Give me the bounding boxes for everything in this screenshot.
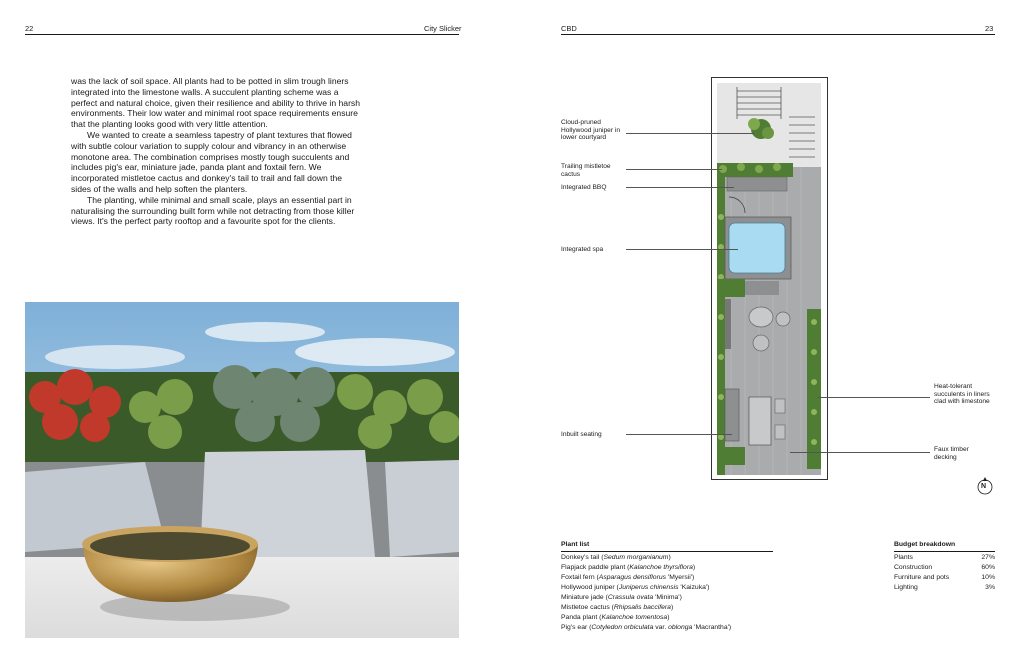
site-plan xyxy=(711,77,829,481)
plant-common-name: ) xyxy=(668,554,671,561)
budget-rule xyxy=(894,551,995,552)
budget-breakdown xyxy=(894,540,995,593)
leader-line xyxy=(818,397,930,398)
plant-common-name: ) xyxy=(692,564,696,571)
plant-common-name: Hollywood juniper ( xyxy=(561,584,619,591)
plant-list-item xyxy=(561,613,773,623)
plant-common-name: Mistletoe cactus ( xyxy=(561,604,614,611)
budget-row xyxy=(894,553,995,563)
plant-list-rule xyxy=(561,551,773,552)
paragraph: was the lack of soil space. All plants had to be potted in slim trough liners integrated into the limestone walls. A succulent planting scheme was a perfect and natural choice, given their resilience and ability to thrive in harsh environments. Their low water and minimal root space requirements ensure that the planting looks good with very little attention. xyxy=(71,76,361,130)
plant-latin-name: Sedum morganianum xyxy=(603,554,669,561)
plant-list-item xyxy=(561,563,773,573)
right-section-title: CBD xyxy=(561,24,577,33)
plant-list-item xyxy=(561,593,773,603)
plant-common-name: Pig's ear ( xyxy=(561,624,592,631)
plant-common-name: 'Macrantha') xyxy=(692,624,732,631)
budget-heading: Budget breakdown xyxy=(894,541,956,548)
label-decking: Faux timber decking xyxy=(934,446,969,461)
plant-common-name: Miniature jade ( xyxy=(561,594,608,601)
label-seating: Inbuilt seating xyxy=(561,431,602,438)
budget-row xyxy=(894,563,995,573)
budget-label: Construction xyxy=(894,564,933,571)
plant-common-name: 'Kaizuka') xyxy=(678,584,710,591)
plant-latin-name: Rhipsalis baccifera xyxy=(613,604,671,611)
right-header-rule xyxy=(561,34,995,35)
rooftop-photo xyxy=(25,302,459,638)
budget-label: Lighting xyxy=(894,584,918,591)
label-juniper: Cloud-pruned Hollywood juniper in lower courtyard xyxy=(561,119,621,142)
left-planter xyxy=(717,177,725,475)
plant-list-item xyxy=(561,553,773,563)
plant-list-item xyxy=(561,603,773,613)
spa xyxy=(729,223,785,273)
plant-list-item xyxy=(561,623,773,633)
left-header-rule xyxy=(25,34,459,35)
budget-row xyxy=(894,583,995,593)
budget-value: 10% xyxy=(981,574,995,581)
right-page-number: 23 xyxy=(985,24,994,33)
plant-common-name: 'Minima') xyxy=(653,594,682,601)
plant-common-name: 'Myersii') xyxy=(666,574,695,581)
plant-latin-name: Kalanchoe thyrsiflora xyxy=(629,564,693,571)
plant-common-name: Flapjack paddle plant ( xyxy=(561,564,630,571)
leader-line xyxy=(626,249,738,250)
budget-label: Plants xyxy=(894,554,913,561)
mistletoe-planter xyxy=(717,163,793,177)
plant-latin-name: Juniperus chinensis xyxy=(618,584,679,591)
plant-common-name: ) xyxy=(667,614,670,621)
plant-common-name: Donkey's tail ( xyxy=(561,554,604,561)
leader-line xyxy=(626,169,722,170)
plant-latin-name: Asparagus densiflorus xyxy=(598,574,667,581)
leader-line xyxy=(626,133,754,134)
plant-common-name: Panda plant ( xyxy=(561,614,602,621)
budget-value: 27% xyxy=(981,554,995,561)
paragraph: The planting, while minimal and small scale, plays an essential part in naturalising the surrounding built form while not detracting from those killer views. It's the perfect party rooftop and a favourite spot for the clients. xyxy=(71,194,355,227)
plant-latin-name: Cotyledon orbiculata xyxy=(591,624,654,631)
plant-common-name: var. xyxy=(653,624,669,631)
left-running-title: City Slicker xyxy=(424,24,462,33)
bbq xyxy=(727,177,787,191)
budget-value: 60% xyxy=(981,564,995,571)
plant-list-item xyxy=(561,573,773,583)
label-mistletoe: Trailing mistletoe cactus xyxy=(561,163,611,178)
plant-list-item xyxy=(561,583,773,593)
paragraph: We wanted to create a seamless tapestry of plant textures that flowed with subtle colour variation to supply colour and vibrancy in an otherwise monotone area. The combination comprises mostly tough succulents and includes pig's ear, miniature jade, panda plant and foxtail fern. We incorporated mistletoe cactus and donkey's tail to trail and fall down the sides of the walls and help soften the planters. xyxy=(71,129,352,194)
leader-line xyxy=(626,434,732,435)
budget-value: 3% xyxy=(985,584,995,591)
left-page-number: 22 xyxy=(25,24,34,33)
body-text xyxy=(71,76,361,227)
budget-label: Furniture and pots xyxy=(894,574,950,581)
north-label: N xyxy=(981,483,987,490)
plant-common-name: Foxtail fern ( xyxy=(561,574,599,581)
plant-common-name: ) xyxy=(670,604,674,611)
leader-line xyxy=(790,452,930,453)
plant-latin-name: oblonga xyxy=(668,624,693,631)
plant-latin-name: Kalanchoe tomentosa xyxy=(601,614,668,621)
north-arrow xyxy=(976,476,994,496)
plant-list-heading: Plant list xyxy=(561,541,590,548)
label-succulents: Heat-tolerant succulents in liners clad with limestone xyxy=(934,383,990,406)
plant-list xyxy=(561,540,773,633)
plant-latin-name: Crassula ovata xyxy=(607,594,654,601)
label-bbq: Integrated BBQ xyxy=(561,184,607,191)
label-spa: Integrated spa xyxy=(561,246,604,253)
leader-line xyxy=(626,187,734,188)
budget-row xyxy=(894,573,995,583)
